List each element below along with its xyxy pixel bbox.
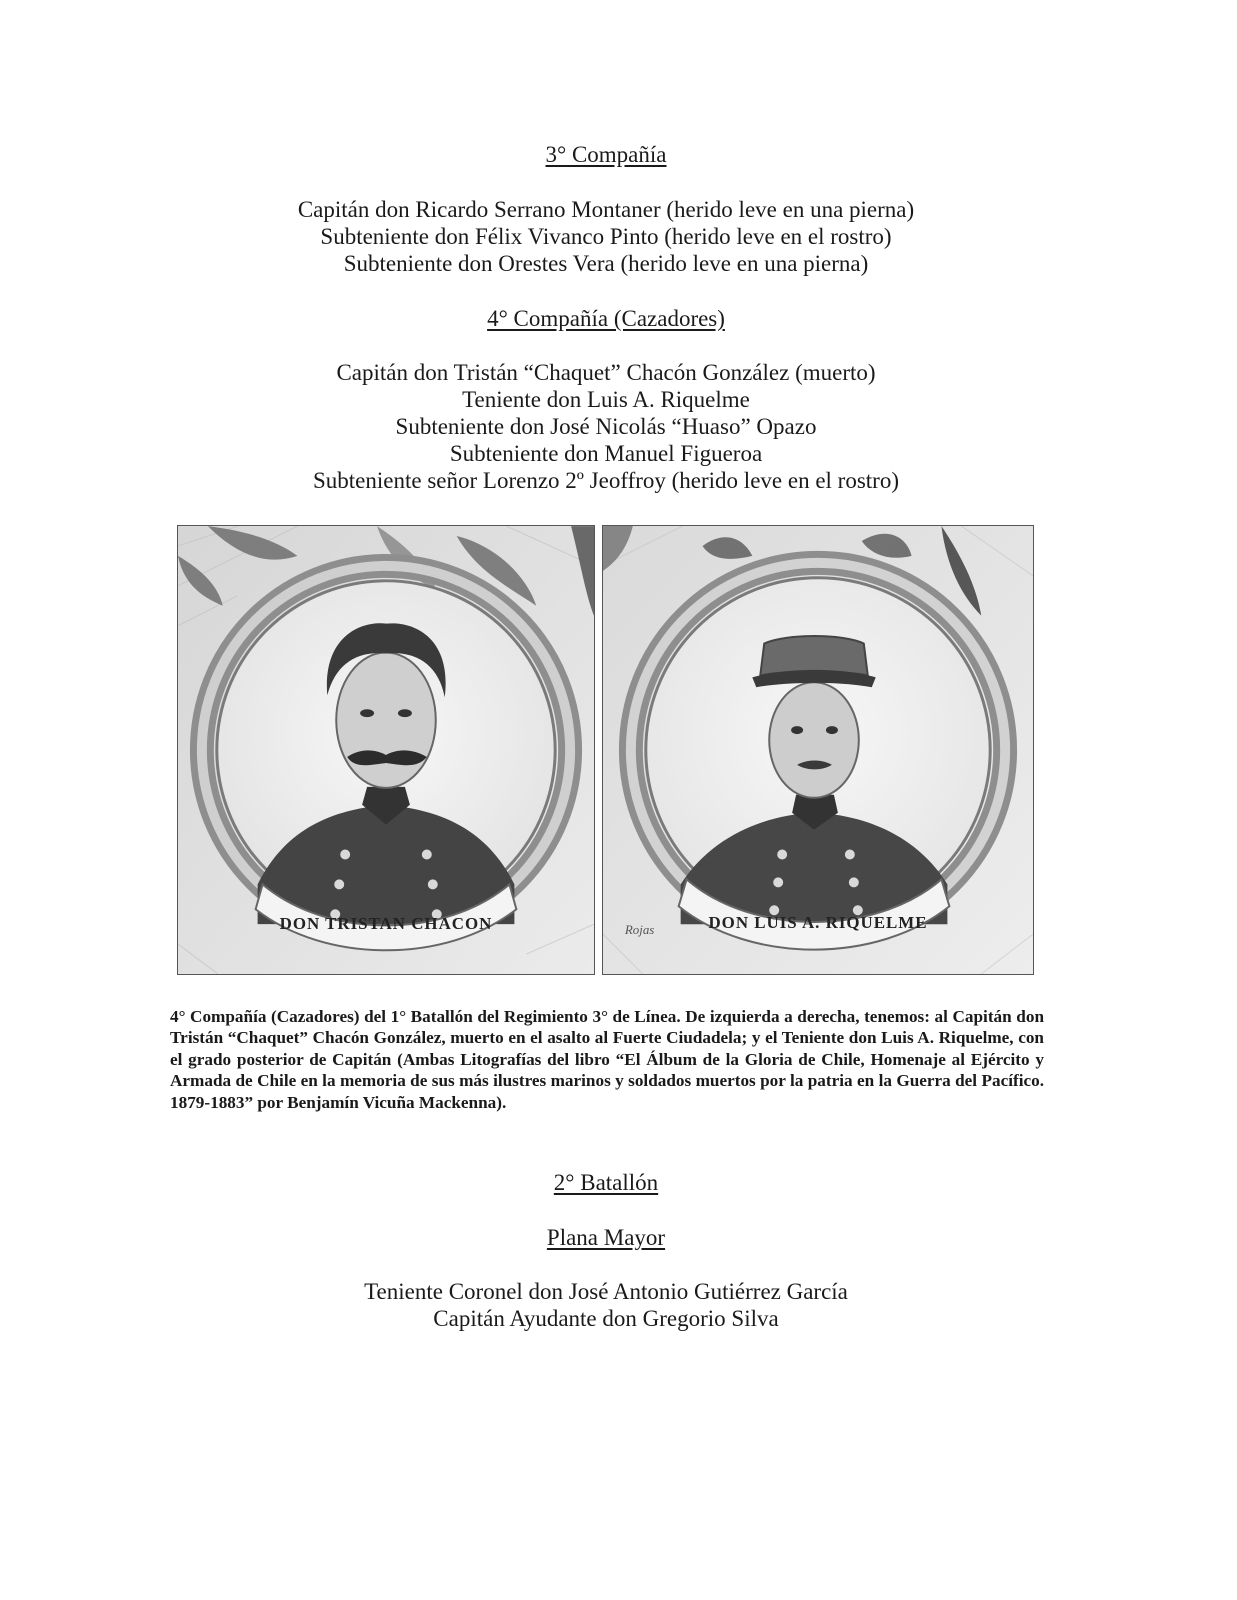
member-line: Subteniente don José Nicolás “Huaso” Opazo <box>395 414 817 439</box>
face <box>336 652 436 787</box>
member-line: Subteniente señor Lorenzo 2º Jeoffroy (herido leve en el rostro) <box>313 468 899 493</box>
section-3-members <box>0 196 1212 277</box>
section-subheading-plana-mayor: Plana Mayor <box>546 1225 666 1250</box>
member-line: Capitán Ayudante don Gregorio Silva <box>433 1306 779 1331</box>
section-heading-4-compania: 4° Compañía (Cazadores) <box>487 306 725 331</box>
kepi-cap <box>760 636 868 675</box>
figure-caption: 4° Compañía (Cazadores) del 1° Batallón del Regimiento 3° de Línea. De izquierda a derecha, tenemos: al Capitán don Tristán “Chaquet” Chacón González, muerto en el asalto al Fuerte Ciudadela; y el Teniente don Luis A. Riquelme, con el grado posterior de Capitán (Ambas Litografías del libro “El Álbum de la Gloria de Chile, Homenaje al Ejército y Armada de Chile en la memoria de sus más ilustres marinos y soldados muertos por la patria en la Guerra del Pacífico. 1879-1883” por Benjamín Vicuña Mackenna). <box>170 1007 1044 1112</box>
banner-text: DON LUIS A. RIQUELME <box>708 913 928 933</box>
member-line: Capitán don Tristán “Chaquet” Chacón González (muerto) <box>336 360 876 385</box>
section-heading-3-compania: 3° Compañía <box>545 142 667 167</box>
battalion-2-members <box>0 1278 1212 1332</box>
lithograph-portrait-right <box>603 526 1033 974</box>
portrait-luis-riquelme <box>602 525 1034 975</box>
member-line: Subteniente don Manuel Figueroa <box>449 441 763 466</box>
member-line: Teniente don Luis A. Riquelme <box>462 387 750 412</box>
face <box>769 682 859 797</box>
artist-signature: Rojas <box>624 922 655 938</box>
member-line: Subteniente don Félix Vivanco Pinto (herido leve en el rostro) <box>320 224 892 249</box>
member-line: Subteniente don Orestes Vera (herido leve en una pierna) <box>343 251 869 276</box>
lithograph-portrait-left <box>178 526 594 974</box>
section-4-members <box>0 359 1212 494</box>
banner-text: DON TRISTAN CHACON <box>279 914 493 934</box>
section-heading-2-batallon: 2° Batallón <box>553 1170 659 1195</box>
member-line: Teniente Coronel don José Antonio Gutiérrez García <box>364 1279 848 1304</box>
member-line: Capitán don Ricardo Serrano Montaner (herido leve en una pierna) <box>297 197 915 222</box>
portrait-tristan-chacon <box>177 525 595 975</box>
